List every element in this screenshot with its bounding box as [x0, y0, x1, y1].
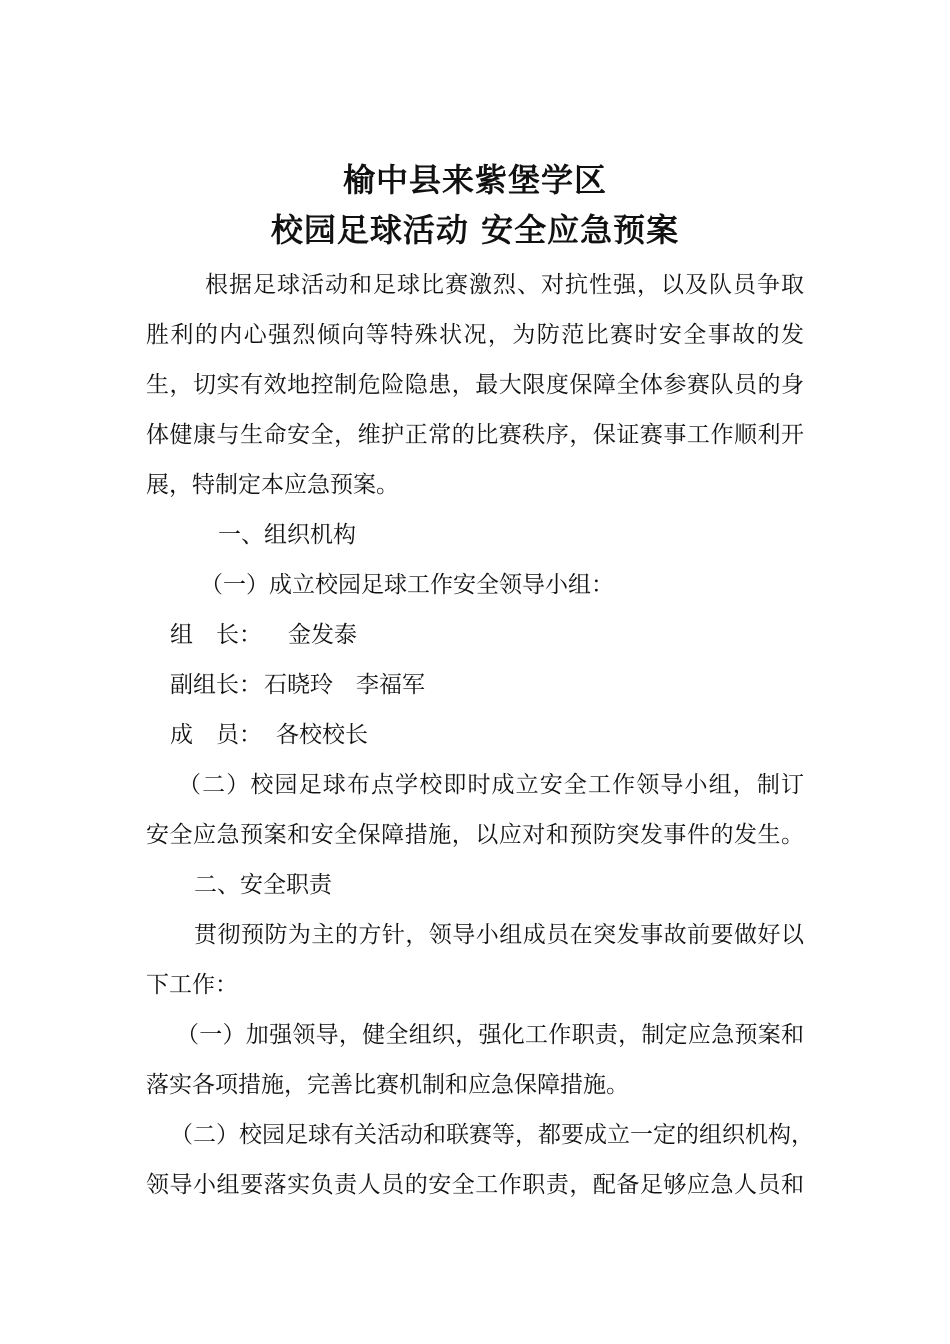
document-title-line1: 榆中县来紫堡学区 [342, 161, 607, 199]
member-role: 组 长： [170, 622, 262, 648]
intro-line: 根据足球活动和足球比赛激烈、对抗性强，以及队员争取 [205, 272, 804, 298]
section-heading: 一、组织机构 [218, 522, 356, 548]
member-name: 石晓玲 李福军 [264, 672, 425, 698]
member-role: 成 员： [170, 722, 262, 748]
section-heading: 二、安全职责 [194, 872, 332, 898]
member-name: 金发泰 [288, 622, 357, 648]
intro-line: 生，切实有效地控制危险隐患，最大限度保障全体参赛队员的身 [146, 372, 804, 398]
paragraph-line: 安全应急预案和安全保障措施，以应对和预防突发事件的发生。 [146, 822, 804, 848]
intro-line: 体健康与生命安全，维护正常的比赛秩序，保证赛事工作顺利开 [146, 422, 804, 448]
subsection-heading: （一）成立校园足球工作安全领导小组： [200, 572, 614, 598]
paragraph-line: （一）加强领导，健全组织，强化工作职责，制定应急预案和 [176, 1022, 804, 1048]
paragraph-line: 下工作： [146, 972, 238, 998]
member-name: 各校校长 [276, 722, 368, 748]
member-role: 副组长： [170, 672, 262, 698]
intro-line: 展，特制定本应急预案。 [146, 472, 399, 498]
document-title-line2: 校园足球活动 安全应急预案 [270, 211, 680, 249]
paragraph-line: （二）校园足球有关活动和联赛等，都要成立一定的组织机构， [170, 1122, 814, 1148]
paragraph-line: 领导小组要落实负责人员的安全工作职责，配备足够应急人员和 [146, 1172, 804, 1198]
paragraph-line: （二）校园足球布点学校即时成立安全工作领导小组，制订 [178, 772, 804, 798]
paragraph-line: 落实各项措施，完善比赛机制和应急保障措施。 [146, 1072, 629, 1098]
intro-line: 胜利的内心强烈倾向等特殊状况，为防范比赛时安全事故的发 [146, 322, 804, 348]
paragraph-line: 贯彻预防为主的方针，领导小组成员在突发事故前要做好以 [194, 922, 804, 948]
